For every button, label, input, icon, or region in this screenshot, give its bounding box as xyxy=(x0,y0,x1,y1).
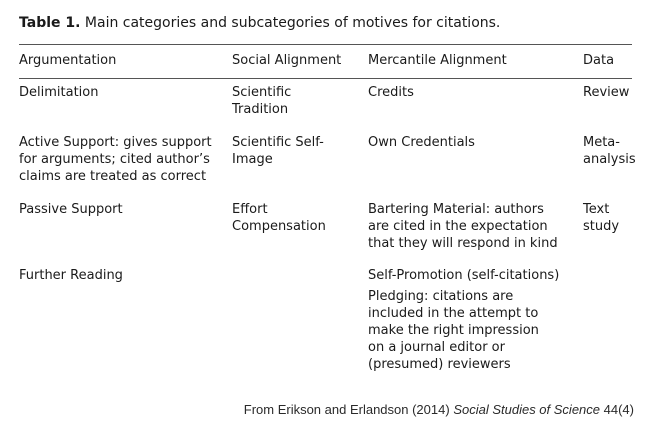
table-cell: Own Credentials xyxy=(368,135,475,150)
top-rule xyxy=(19,44,632,45)
table-cell: Text study xyxy=(583,202,620,234)
table-cell: Scientific Self- Image xyxy=(232,135,324,167)
table-cell: Scientific Tradition xyxy=(232,85,292,117)
table-number: Table 1. xyxy=(19,15,81,31)
table-cell: Further Reading xyxy=(19,268,123,283)
header-mercantile-alignment: Mercantile Alignment xyxy=(368,53,507,68)
table-caption xyxy=(19,15,500,31)
header-social-alignment: Social Alignment xyxy=(232,53,342,68)
table-cell: Passive Support xyxy=(19,202,123,217)
header-rule xyxy=(19,78,632,79)
table-title: Main categories and subcategories of motives for citations. xyxy=(84,15,501,31)
header-data: Data xyxy=(583,53,615,68)
table-cell: Effort Compensation xyxy=(232,202,326,234)
table-cell: Pledging: citations are included in the attempt to make the right impression on a journal editor or (presumed) reviewers xyxy=(368,289,539,372)
source-citation xyxy=(244,402,634,417)
source-authors: From Erikson and Erlandson (2014) xyxy=(243,402,450,417)
table-cell: Review xyxy=(583,85,630,100)
source-journal: Social Studies of Science xyxy=(453,402,601,417)
table-cell: Meta- analysis xyxy=(583,135,636,167)
table-cell: Bartering Material: authors are cited in the expectation that they will respond in kind xyxy=(368,202,558,251)
table-cell: Credits xyxy=(368,85,414,100)
header-argumentation: Argumentation xyxy=(19,53,117,68)
table-cell: Active Support: gives support for arguments; cited author’s claims are treated as correct xyxy=(19,135,212,184)
table-cell: Self-Promotion (self-citations) xyxy=(368,268,560,283)
source-volume: 44(4) xyxy=(603,402,634,417)
table-cell: Delimitation xyxy=(19,85,99,100)
